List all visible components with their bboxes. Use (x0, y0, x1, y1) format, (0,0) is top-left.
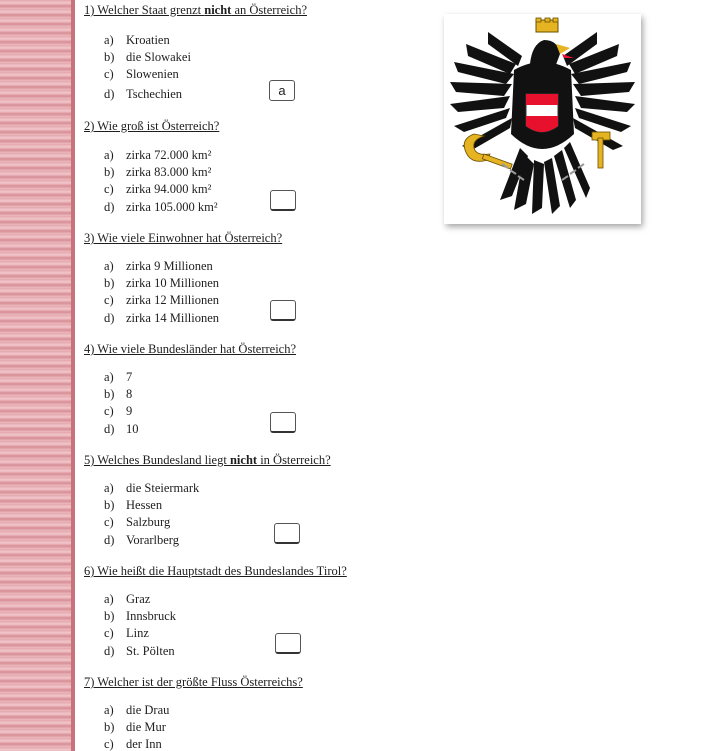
question-title: 4) Wie viele Bundesländer hat Österreich? (84, 342, 297, 356)
question-1 (84, 3, 424, 101)
question-6 (84, 564, 424, 658)
question-title: 1) Welcher Staat grenzt nicht an Österreich? (84, 3, 307, 17)
option-c: c) Linz (104, 626, 149, 640)
answer-box[interactable] (274, 523, 300, 544)
question-title: 3) Wie viele Einwohner hat Österreich? (84, 231, 283, 245)
option-d: d) Vorarlberg (104, 533, 179, 547)
option-a: a) Kroatien (104, 33, 170, 47)
option-d: d) 10 (104, 422, 139, 436)
question-5 (84, 453, 424, 547)
answer-box[interactable] (270, 190, 296, 211)
option-d: d) St. Pölten (104, 644, 175, 658)
option-d: d) zirka 14 Millionen (104, 311, 220, 325)
question-title: 2) Wie groß ist Österreich? (84, 119, 220, 133)
option-b: b) Innsbruck (104, 609, 176, 623)
option-b: b) die Mur (104, 720, 166, 734)
option-a: a) Graz (104, 592, 151, 606)
answer-box[interactable] (270, 300, 296, 321)
option-b: b) Hessen (104, 498, 163, 512)
coat-of-arms-image (444, 14, 641, 224)
option-d: d) zirka 105.000 km² (104, 200, 218, 214)
option-b: b) 8 (104, 387, 133, 401)
option-a: a) die Drau (104, 703, 170, 717)
quiz-questions (84, 0, 424, 751)
option-c: c) Salzburg (104, 515, 171, 529)
answer-box[interactable] (275, 633, 301, 654)
question-3 (84, 231, 424, 325)
option-a: a) 7 (104, 370, 133, 384)
option-d: d) Tschechien (104, 87, 183, 101)
option-a: a) die Steiermark (104, 481, 200, 495)
question-7 (84, 675, 424, 751)
option-a: a) zirka 72.000 km² (104, 148, 212, 162)
option-c: c) der Inn (104, 737, 162, 751)
question-4 (84, 342, 424, 436)
question-title: 5) Welches Bundesland liegt nicht in Österreich? (84, 453, 331, 467)
pink-margin-strip (0, 0, 75, 751)
option-b: b) zirka 10 Millionen (104, 276, 220, 290)
question-title: 7) Welcher ist der größte Fluss Österreichs? (84, 675, 303, 689)
option-b: b) die Slowakei (104, 50, 191, 64)
austrian-eagle-icon (444, 14, 641, 224)
option-c: c) zirka 12 Millionen (104, 293, 220, 307)
option-c: c) 9 (104, 404, 133, 418)
option-c: c) zirka 94.000 km² (104, 182, 212, 196)
answer-box[interactable]: a (269, 80, 295, 101)
option-c: c) Slowenien (104, 67, 179, 81)
question-2 (84, 119, 424, 214)
answer-box[interactable] (270, 412, 296, 433)
option-b: b) zirka 83.000 km² (104, 165, 212, 179)
option-a: a) zirka 9 Millionen (104, 259, 213, 273)
question-title: 6) Wie heißt die Hauptstadt des Bundeslandes Tirol? (84, 564, 347, 578)
